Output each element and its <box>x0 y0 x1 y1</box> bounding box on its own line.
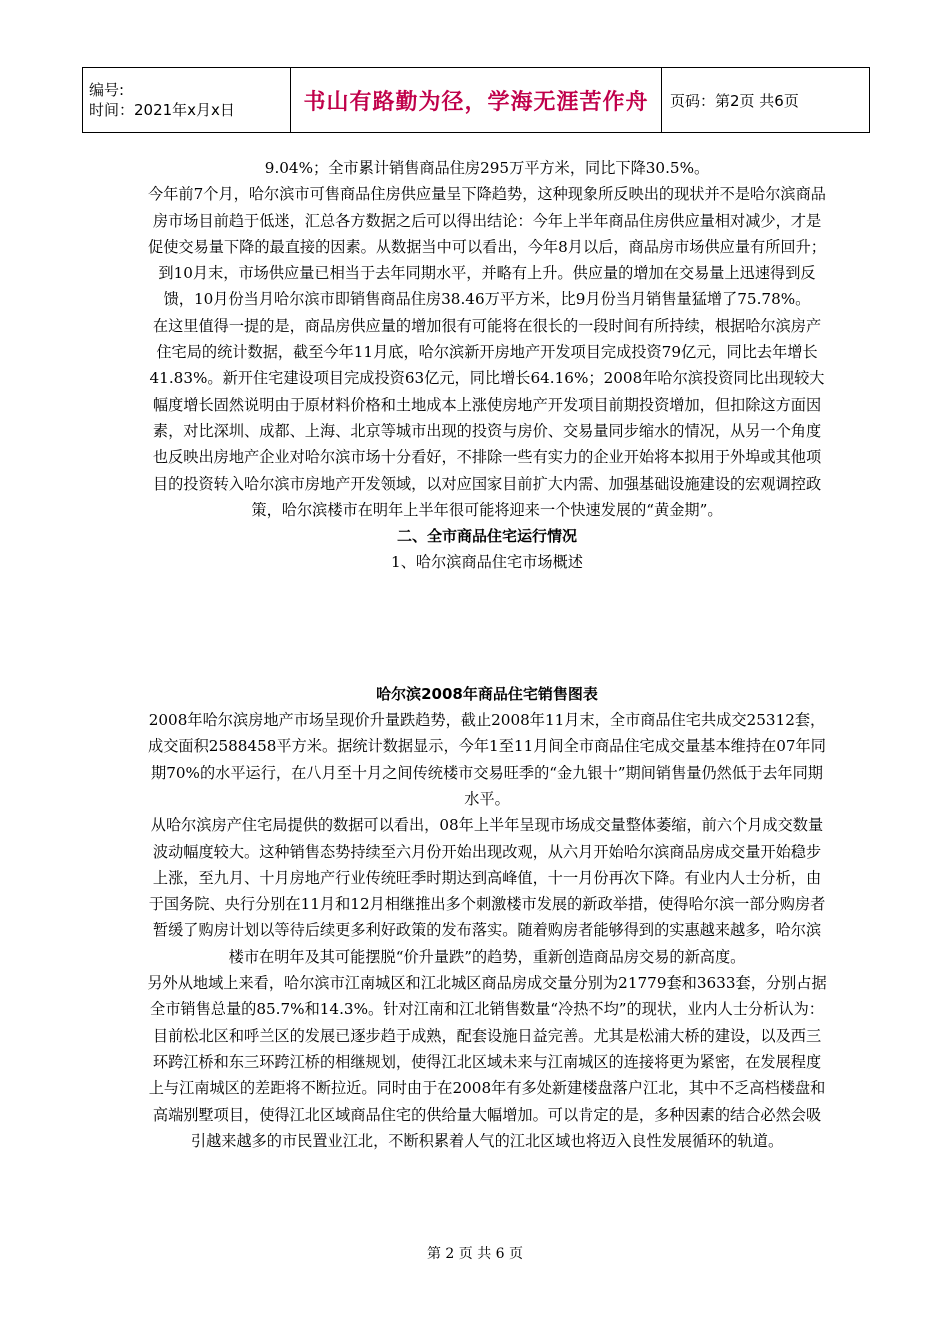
paragraph: 今年前7个月，哈尔滨市可售商品住房供应量呈下降趋势，这种现象所反映出的现状并不是哈尔滨商品房市场目前趋于低迷，汇总各方数据之后可以得出结论：今年上半年商品住房供应量相对减少，才是促使交易量下降的最直接的因素。从数据当中可以看出，今年8月以后，商品房市场供应量有所回升；到10月末，市场供应量已相当于去年同期水平，并略有上升。供应量的增加在交易量上迅速得到反馈，10月份当月哈尔滨市即销售商品住房38.46万平方米，比9月份当月销售量猛增了75.78%。 <box>148 185 826 309</box>
page-footer: 第 2 页 共 6 页 <box>426 1246 524 1262</box>
number-label: 编号: <box>89 81 125 99</box>
paragraph: 另外从地域上来看，哈尔滨市江南城区和江北城区商品房成交量分别为21779套和3633套，分别占据全市销售总量的85.7%和14.3%。针对江南和江北销售数量“冷热不均”的现状，业内人士分析认为：目前松北区和呼兰区的发展已逐步趋于成熟，配套设施日益完善。尤其是松浦大桥的建设，以及西三环跨江桥和东三环跨江桥的相继规划，使得江北区域未来与江南城区的连接将更为紧密，在发展程度上与江南城区的差距将不断拉近。同时由于在2008年有多处新建楼盘落户江北，其中不乏高档楼盘和高端别墅项目，使得江北区域商品住宅的供给量大幅增加。可以肯定的是，多种因素的结合必然会吸引越来越多的市民置业江北，不断积累着人气的江北区域也将迈入良性发展循环的轨道。 <box>147 974 827 1150</box>
chart-placeholder <box>147 576 827 681</box>
subsection-heading: 1、哈尔滨商品住宅市场概述 <box>391 553 583 572</box>
time-label: 时间：2021年x月x日 <box>89 101 235 119</box>
document-header <box>82 67 870 133</box>
paragraph: 在这里值得一提的是，商品房供应量的增加很有可能将在很长的一段时间有所持续，根据哈尔滨房产住宅局的统计数据，截至今年11月底，哈尔滨新开房地产开发项目完成投资79亿元，同比去年增长41.83%。新开住宅建设项目完成投资63亿元，同比增长64.16%；2008年哈尔滨投资同比出现较大幅度增长固然说明由于原材料价格和土地成本上涨使房地产开发项目前期投资增加，但扣除这方面因素，对比深圳、成都、上海、北京等城市出现的投资与房价、交易量同步缩水的情况，从另一个角度也反映出房地产企业对哈尔滨市场十分看好，不排除一些有实力的企业开始将本拟用于外埠或其他项目的投资转入哈尔滨市房地产开发领域，以对应国家目前扩大内需、加强基础设施建设的宏观调控政策，哈尔滨楼市在明年上半年很可能将迎来一个快速发展的“黄金期”。 <box>149 316 825 519</box>
document-body <box>147 155 827 1154</box>
paragraph: 从哈尔滨房产住宅局提供的数据可以看出，08年上半年呈现市场成交量整体萎缩，前六个月成交数量波动幅度较大。这种销售态势持续至六月份开始出现改观，从六月开始哈尔滨商品房成交量开始稳步上涨，至九月、十月房地产行业传统旺季时期达到高峰值，十一月份再次下降。有业内人士分析，由于国务院、央行分别在11月和12月相继推出多个刺激楼市发展的新政举措，使得哈尔滨一部分购房者暂缓了购房计划以等待后续更多利好政策的发布落实。随着购房者能够得到的实惠越来越多，哈尔滨楼市在明年及其可能摆脱“价升量跌”的趋势，重新创造商品房交易的新高度。 <box>148 816 826 966</box>
paragraph: 9.04%；全市累计销售商品住房295万平方米，同比下降30.5%。 <box>264 159 710 177</box>
motto: 书山有路勤为径，学海无涯苦作舟 <box>291 68 662 133</box>
header-meta <box>83 68 291 133</box>
paragraph: 2008年哈尔滨房地产市场呈现价升量跌趋势，截止2008年11月末，全市商品住宅共成交25312套，成交面积2588458平方米。据统计数据显示，今年1至11月间全市商品住宅成交量基本维持在07年同期70%的水平运行，在八月至十月之间传统楼市交易旺季的“金九银十”期间销售量仍然低于去年同期水平。 <box>148 711 826 808</box>
page-info: 页码：第2页 共6页 <box>662 68 870 133</box>
section-heading: 二、全市商品住宅运行情况 <box>396 527 577 546</box>
chart-title: 哈尔滨2008年商品住宅销售图表 <box>376 684 598 703</box>
